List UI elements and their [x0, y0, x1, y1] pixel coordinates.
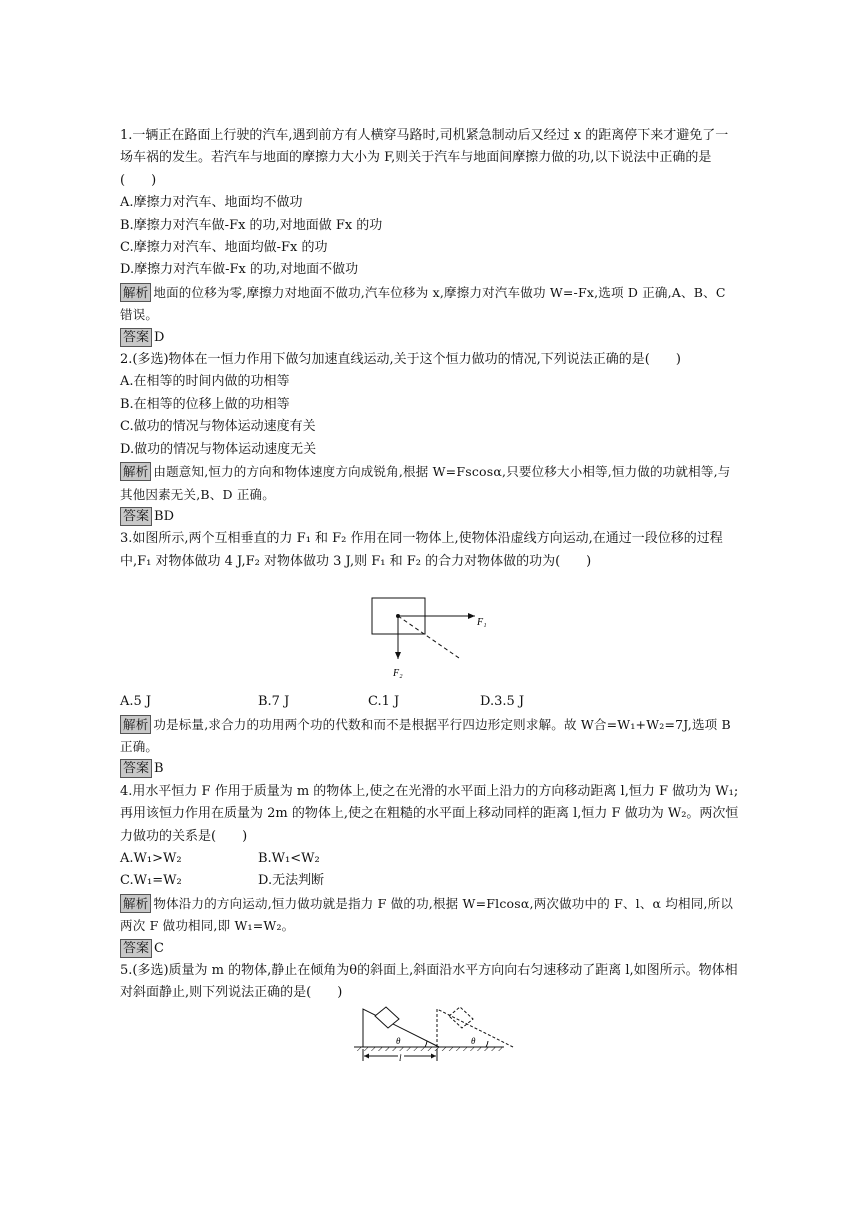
q4-analysis-text: 物体沿力的方向运动,恒力做功就是指力 F 做的功,根据 W=Flcosα,两次做功中的 F、l、α 均相同,所以两次 F 做功相同,即 W₁=W₂。 [120, 895, 734, 934]
q4-analysis [120, 893, 740, 938]
q1-answer-text: D [154, 329, 165, 345]
theta-arc-final [486, 1041, 488, 1047]
q1-answer [120, 327, 740, 349]
q4-option-a: A.W₁>W₂ [120, 850, 182, 866]
answer-tag: 答案 [120, 759, 152, 778]
q2-analysis [120, 461, 740, 506]
q1-option-a: A.摩擦力对汽车、地面均不做功 [120, 195, 303, 211]
displacement-label: l [399, 1052, 402, 1063]
q1-option-b: B.摩擦力对汽车做-Fx 的功,对地面做 Fx 的功 [120, 217, 383, 233]
q2-option-b: B.在相等的位移上做的功相等 [120, 396, 290, 412]
q5-stem: 5.(多选)质量为 m 的物体,静止在倾角为θ的斜面上,斜面沿水平方向向右匀速移动了距离 l,如图所示。物体相对斜面静止,则下列说法正确的是( ) [120, 962, 738, 1001]
answer-tag: 答案 [120, 939, 152, 958]
q2-stem: 2.(多选)物体在一恒力作用下做匀加速直线运动,关于这个恒力做功的情况,下列说法正确的是( ) [120, 352, 681, 368]
theta-arc-initial [425, 1041, 427, 1047]
q3-option-d: D.3.5 J [480, 694, 525, 710]
answer-tag: 答案 [120, 328, 152, 347]
q3-analysis-text: 功是标量,求合力的功用两个功的代数和而不是根据平行四边形定则求解。故 W合=W₁+W₂=7J,选项 B 正确。 [120, 716, 731, 754]
q3-option-c: C.1 J [368, 694, 400, 710]
q3-option-a: A.5 J [120, 694, 152, 710]
q3-force-diagram [120, 573, 740, 691]
q5-incline-diagram [120, 1005, 740, 1063]
q3-answer-text: B [154, 761, 164, 777]
q4-option-c: C.W₁=W₂ [120, 873, 182, 889]
q4-options-row-2 [120, 870, 740, 892]
analysis-tag: 解析 [120, 283, 151, 302]
q3-option-b: B.7 J [258, 694, 290, 710]
incline-initial [363, 1009, 439, 1047]
theta-label-final: θ [471, 1035, 476, 1046]
q2-answer-text: BD [154, 508, 174, 524]
q2-analysis-text: 由题意知,恒力的方向和物体速度方向成锐角,根据 W=Fscosα,只要位移大小相等,恒力做的功就相等,与其他因素无关,B、D 正确。 [120, 464, 731, 502]
q2-option-d: D.做功的情况与物体运动速度无关 [120, 441, 317, 457]
analysis-tag: 解析 [120, 894, 151, 913]
q2-answer [120, 506, 740, 528]
q3-analysis [120, 714, 740, 759]
q5-diagram-svg [120, 1005, 740, 1063]
q3-answer [120, 758, 740, 780]
q1-analysis-text: 地面的位移为零,摩擦力对地面不做功,汽车位移为 x,摩擦力对汽车做功 W=-Fx,选项 D 正确,A、B、C 错误。 [120, 284, 726, 323]
answer-tag: 答案 [120, 507, 152, 526]
q3-diagram-svg [120, 573, 740, 691]
q1-option-d: D.摩擦力对汽车做-Fx 的功,对地面不做功 [120, 262, 359, 278]
q2-option-c: C.做功的情况与物体运动速度有关 [120, 419, 316, 435]
q3-stem: 3.如图所示,两个互相垂直的力 F₁ 和 F₂ 作用在同一物体上,使物体沿虚线方向运动,在通过一段位移的过程中,F₁ 对物体做功 4 J,F₂ 对物体做功 3 J,则 F₁ 和 F₂ 的合力对物体做的功为( ) [120, 531, 723, 569]
q1-stem: 1.一辆正在路面上行驶的汽车,遇到前方有人横穿马路时,司机紧急制动后又经过 x 的距离停下来才避免了一场车祸的发生。若汽车与地面的摩擦力大小为 F,则关于汽车与地面间摩擦力做的功,以下说法中正确的是( ) [120, 128, 729, 188]
q1-analysis [120, 282, 740, 327]
block-final-dashed [449, 1007, 473, 1028]
theta-label-initial: θ [396, 1035, 401, 1046]
q4-stem: 4.用水平恒力 F 作用于质量为 m 的物体上,使之在光滑的水平面上沿力的方向移动距离 l,恒力 F 做功为 W₁;再用该恒力作用在质量为 2m 的物体上,使之在粗糙的水平面上移动同样的距离 l,恒力 F 做功为 W₂。两次恒力做功的关系是( ) [120, 783, 739, 844]
worksheet [120, 125, 740, 1063]
q4-option-d: D.无法判断 [258, 873, 325, 889]
q4-option-b: B.W₁<W₂ [258, 850, 320, 866]
q1-option-c: C.摩擦力对汽车、地面均做-Fx 的功 [120, 240, 328, 256]
q4-options-row-1 [120, 848, 740, 870]
q4-answer-text: C [154, 940, 164, 956]
motion-direction-dashed [398, 616, 459, 658]
f1-label: F₁ [477, 617, 487, 629]
q3-options [120, 691, 740, 713]
analysis-tag: 解析 [120, 715, 151, 734]
analysis-tag: 解析 [120, 462, 151, 481]
q2-option-a: A.在相等的时间内做的功相等 [120, 374, 290, 390]
ground-hatch [354, 1047, 504, 1051]
q4-answer [120, 938, 740, 960]
f2-label: F₂ [393, 668, 403, 680]
